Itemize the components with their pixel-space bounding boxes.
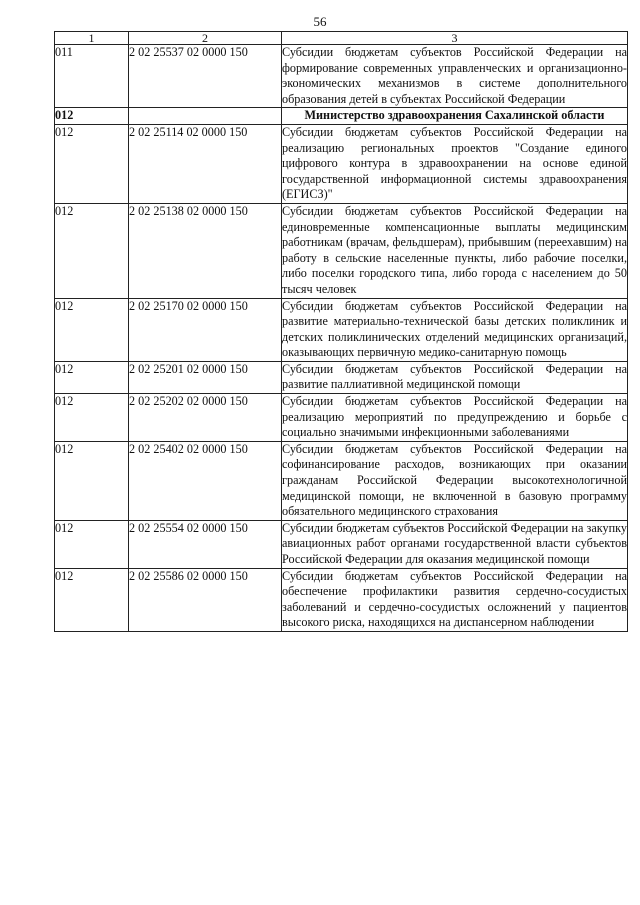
description-cell: Субсидии бюджетам субъектов Российской Федерации на единовременные компенсационные выплаты медицинским работникам (врачам, фельдшерам), прибывшим (переехавшим) на работу в сельские населенные пункты, либо рабочие поселки, либо поселки городского типа, либо города с населением до 50 тысяч человек (282, 203, 628, 298)
table-row (55, 124, 628, 203)
admin-code-cell: 012 (55, 108, 129, 125)
description-cell: Субсидии бюджетам субъектов Российской Федерации на реализацию мероприятий по предупреждению и борьбе с социально значимыми инфекционными заболеваниями (282, 394, 628, 442)
admin-code-cell: 012 (55, 361, 129, 393)
admin-code-cell: 012 (55, 394, 129, 442)
description-cell: Субсидии бюджетам субъектов Российской Федерации на развитие паллиативной медицинской помощи (282, 361, 628, 393)
column-header-2: 2 (129, 32, 282, 45)
table-row (55, 394, 628, 442)
budget-code-cell: 2 02 25586 02 0000 150 (129, 568, 282, 631)
description-cell: Субсидии бюджетам субъектов Российской Федерации на закупку авиационных работ органами государственной власти субъектов Российской Федерации для оказания медицинской помощи (282, 520, 628, 568)
admin-code-cell: 012 (55, 568, 129, 631)
description-cell: Субсидии бюджетам субъектов Российской Федерации на софинансирование расходов, возникающих при оказании гражданам Российской Федерации высокотехнологичной медицинской помощи, не включенной в базовую программу обязательного медицинского страхования (282, 441, 628, 520)
admin-code-cell: 012 (55, 520, 129, 568)
description-cell: Субсидии бюджетам субъектов Российской Федерации на формирование современных управленческих и организационно-экономических механизмов в системе дополнительного образования детей в субъектах Российской Федерации (282, 45, 628, 108)
budget-code-cell: 2 02 25537 02 0000 150 (129, 45, 282, 108)
budget-code-cell: 2 02 25170 02 0000 150 (129, 298, 282, 361)
column-header-3: 3 (282, 32, 628, 45)
table-row (55, 45, 628, 108)
admin-code-cell: 012 (55, 203, 129, 298)
description-cell: Субсидии бюджетам субъектов Российской Федерации на развитие материально-технической базы детских поликлиник и детских поликлинических отделений медицинских организаций, оказывающих первичную медико-санитарную помощь (282, 298, 628, 361)
budget-code-cell: 2 02 25202 02 0000 150 (129, 394, 282, 442)
table-row (55, 441, 628, 520)
admin-code-cell: 012 (55, 124, 129, 203)
column-header-1: 1 (55, 32, 129, 45)
budget-code-cell: 2 02 25402 02 0000 150 (129, 441, 282, 520)
admin-code-cell: 012 (55, 298, 129, 361)
table-row (55, 203, 628, 298)
page-number: 56 (313, 14, 327, 29)
table-row (55, 298, 628, 361)
budget-classification-table (54, 31, 628, 632)
section-header-row (55, 108, 628, 125)
table-row (55, 520, 628, 568)
budget-code-cell (129, 108, 282, 125)
budget-code-cell: 2 02 25201 02 0000 150 (129, 361, 282, 393)
description-cell: Субсидии бюджетам субъектов Российской Федерации на обеспечение профилактики развития сердечно-сосудистых заболеваний и сердечно-сосудистых осложнений у пациентов высокого риска, находящихся на диспансерном наблюдении (282, 568, 628, 631)
column-number-row (55, 32, 628, 45)
table-row (55, 568, 628, 631)
budget-code-cell: 2 02 25138 02 0000 150 (129, 203, 282, 298)
admin-code-cell: 012 (55, 441, 129, 520)
section-title-cell: Министерство здравоохранения Сахалинской области (282, 108, 628, 125)
description-cell: Субсидии бюджетам субъектов Российской Федерации на реализацию региональных проектов "Создание единого цифрового контура в здравоохранении на основе единой государственной информационной системы здравоохранения (ЕГИСЗ)" (282, 124, 628, 203)
budget-code-cell: 2 02 25114 02 0000 150 (129, 124, 282, 203)
admin-code-cell: 011 (55, 45, 129, 108)
table-row (55, 361, 628, 393)
budget-code-cell: 2 02 25554 02 0000 150 (129, 520, 282, 568)
